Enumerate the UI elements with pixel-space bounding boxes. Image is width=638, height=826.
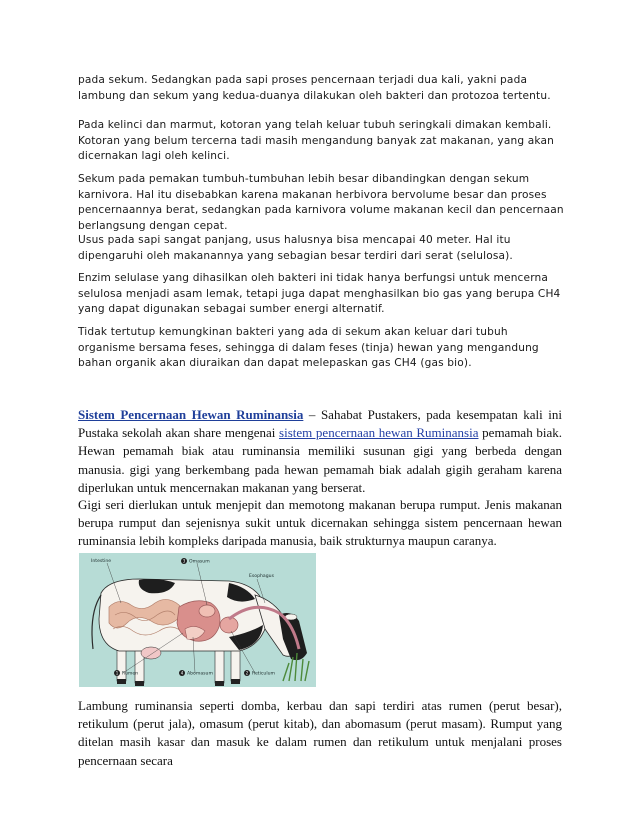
reticulum-shape (220, 617, 238, 633)
abomasum-number: 4 (180, 670, 184, 676)
abomasum-label: Abomasum (187, 671, 213, 677)
omasum-label: Omasum (189, 559, 210, 565)
paragraph-sekum-cow: pada sekum. Sedangkan pada sapi proses pencernaan terjadi dua kali, yakni pada lambung dan sekum yang kedua-duanya dilakukan oleh bakteri dan protozoa tertentu. (78, 74, 551, 102)
hoof (231, 679, 240, 684)
omasum-number: 3 (182, 558, 186, 564)
article-stomach-paragraph: Lambung ruminansia seperti domba, kerbau dan sapi terdiri atas rumen (perut besar), retikulum (perut jala), omasum (perut kitab), dan abomasum (perut masam). Rumput yang ditelan masih kasar dan masuk ke dalam rumen dan retikulum untuk menjalani proses pencernaan secara (78, 698, 562, 768)
paragraph-intestine-length: Usus pada sapi sangat panjang, usus halusnya bisa mencapai 40 meter. Hal itu dipengaruhi oleh makanannya yang sebagian besar terdiri dari serat (selulosa). (78, 234, 513, 262)
hoof (135, 681, 144, 686)
rumen-number: 1 (115, 670, 119, 676)
rumen-label: Rumen (122, 671, 139, 677)
esophagus-label: Esophagus (249, 574, 274, 579)
hoof (117, 679, 126, 684)
intro-text-after-link: pemamah biak. Hewan pemamah biak atau ruminansia memiliki susunan gigi yang berbeda dengan manusia. gigi yang berkembang pada hewan pemamah biak adalah gigih geraham karena diperlukan untuk mencernakan makanan yang berserat. (78, 425, 563, 495)
cow-digestive-system-figure (79, 553, 316, 687)
omasum-shape (199, 605, 215, 617)
intro-text-before-link: – Sahabat Pustakers, pada kesempatan kali ini Pustaka sekolah akan share mengenai (78, 407, 562, 441)
article-teeth-paragraph: Gigi seri dierlukan untuk menjepit dan memotong makanan berupa rumput. Jenis makanan berupa rumput dan sejenisnya sukit untuk dicernakan sehingga sistem pencernaan hewan ruminansia lebih kompleks daripada manusia, baik strukturnya maupun caranya. (78, 497, 562, 549)
paragraph-bacteria-feces: Tidak tertutup kemungkinan bakteri yang ada di sekum akan keluar dari tubuh organisme bersama feses, sehingga di dalam feses (tinja) hewan yang mengandung bahan organik akan diuraikan dan dapat melepaskan gas CH4 (gas bio). (78, 326, 539, 370)
article-heading-link[interactable]: Sistem Pencernaan Hewan Ruminansia (78, 407, 304, 422)
paragraph-rabbit: Pada kelinci dan marmut, kotoran yang telah keluar tubuh seringkali dimakan kembali. Kotoran yang belum tercerna tadi masih mengandung banyak zat makanan, yang akan dicernakan lagi oleh kelinci. (78, 119, 554, 163)
intestine-label: Intestine (91, 559, 112, 564)
article-intro (78, 406, 562, 497)
reticulum-number: 2 (245, 670, 249, 676)
cow-udder (141, 647, 161, 659)
paragraph-herbivore-sekum: Sekum pada pemakan tumbuh-tumbuhan lebih besar dibandingkan dengan sekum karnivora. Hal itu disebabkan karena makanan herbivora bervolume besar dan proses pencernaannya berat, sedangkan pada karnivora volume makanan kecil dan pencernaan berlangsung dengan cepat. (78, 173, 564, 232)
hoof (215, 681, 224, 686)
reticulum-label: Reticulum (252, 671, 275, 677)
paragraph-cellulase-enzyme: Enzim selulase yang dihasilkan oleh bakteri ini tidak hanya berfungsi untuk mencerna selulosa menjadi asam lemak, tetapi juga dapat menghasilkan bio gas yang berupa CH4 yang dapat digunakan sebagai sumber energi alternatif. (78, 272, 561, 316)
ruminant-digestion-link[interactable]: sistem pencernaan hewan Ruminansia (279, 425, 479, 441)
cow-diagram (79, 553, 316, 687)
